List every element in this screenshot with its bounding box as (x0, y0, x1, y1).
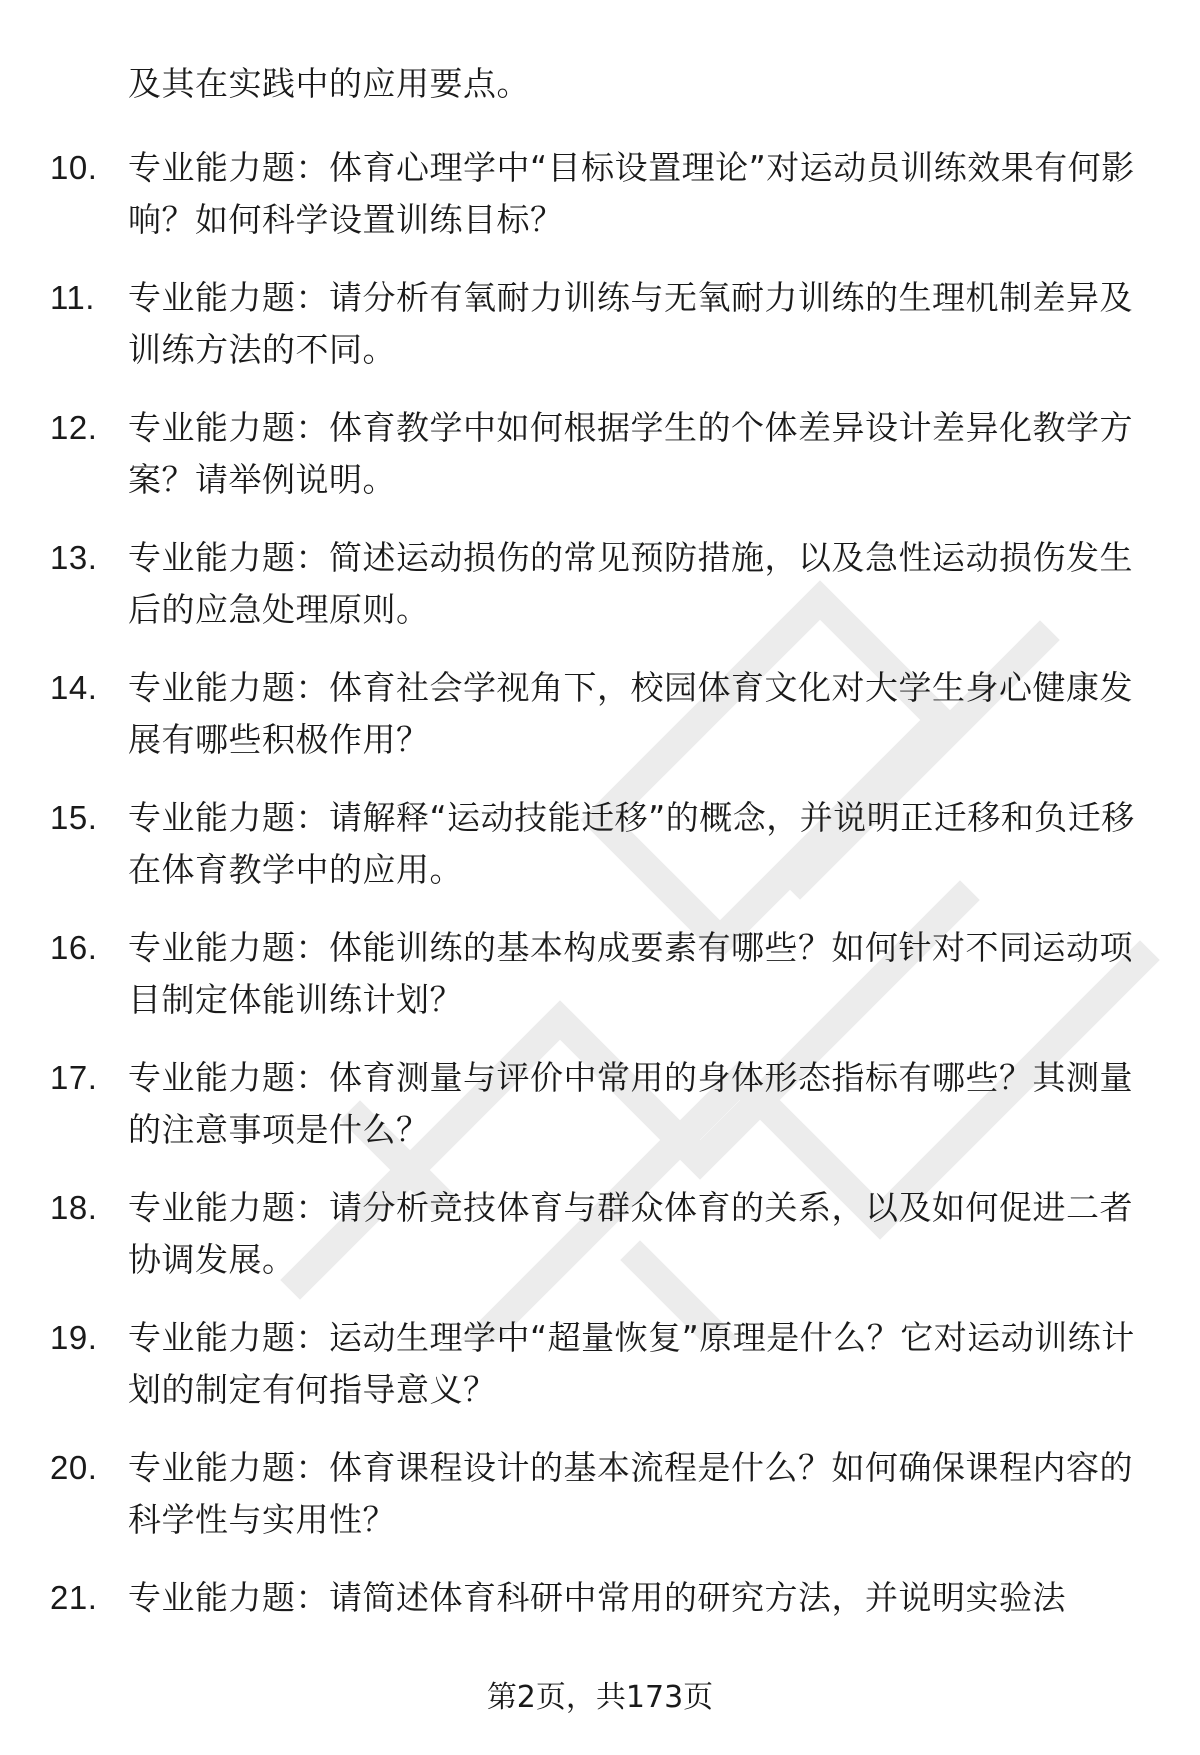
question-item (0, 918, 1200, 1044)
question-item (0, 268, 1200, 394)
question-number: 17. (50, 1059, 98, 1096)
question-number: 10. (50, 149, 98, 186)
question-text: 专业能力题：体能训练的基本构成要素有哪些？如何针对不同运动项目制定体能训练计划？ (128, 928, 1133, 1019)
question-text: 专业能力题：请分析竞技体育与群众体育的关系，以及如何促进二者协调发展。 (128, 1188, 1133, 1279)
question-number: 20. (50, 1449, 98, 1486)
question-number: 14. (50, 669, 98, 706)
question-text: 专业能力题：请解释“运动技能迁移”的概念，并说明正迁移和负迁移在体育教学中的应用。 (128, 798, 1135, 889)
question-list (0, 138, 1200, 1698)
question-text: 专业能力题：请分析有氧耐力训练与无氧耐力训练的生理机制差异及训练方法的不同。 (128, 278, 1133, 369)
question-item (0, 1438, 1200, 1564)
question-number: 16. (50, 929, 98, 966)
question-item (0, 1048, 1200, 1174)
question-item (0, 658, 1200, 784)
question-item (0, 138, 1200, 264)
question-item (0, 1308, 1200, 1434)
question-text: 专业能力题：体育教学中如何根据学生的个体差异设计差异化教学方案？请举例说明。 (128, 408, 1133, 499)
question-number: 11. (50, 279, 95, 316)
question-text: 专业能力题：运动生理学中“超量恢复”原理是什么？它对运动训练计划的制定有何指导意义？ (128, 1318, 1135, 1409)
question-text: 专业能力题：体育心理学中“目标设置理论”对运动员训练效果有何影响？如何科学设置训练目标？ (128, 148, 1135, 239)
question-item (0, 398, 1200, 524)
question-text: 专业能力题：体育课程设计的基本流程是什么？如何确保课程内容的科学性与实用性？ (128, 1448, 1133, 1539)
question-item (0, 1568, 1200, 1694)
question-number: 18. (50, 1189, 98, 1226)
question-text: 专业能力题：简述运动损伤的常见预防措施，以及急性运动损伤发生后的应急处理原则。 (128, 538, 1133, 629)
question-number: 12. (50, 409, 98, 446)
question-item (0, 788, 1200, 914)
question-number: 19. (50, 1319, 98, 1356)
continued-question-text: 及其在实践中的应用要点。 (128, 64, 530, 103)
question-number: 13. (50, 539, 98, 576)
question-text: 专业能力题：体育测量与评价中常用的身体形态指标有哪些？其测量的注意事项是什么？ (128, 1058, 1133, 1149)
question-number: 15. (50, 799, 98, 836)
page-footer: 第2页，共173页 (486, 1680, 714, 1715)
question-text: 专业能力题：体育社会学视角下，校园体育文化对大学生身心健康发展有哪些积极作用？ (128, 668, 1133, 759)
question-item (0, 528, 1200, 654)
question-item (0, 1178, 1200, 1304)
question-number: 21. (50, 1579, 98, 1616)
question-text: 专业能力题：请简述体育科研中常用的研究方法，并说明实验法 (128, 1578, 1066, 1617)
